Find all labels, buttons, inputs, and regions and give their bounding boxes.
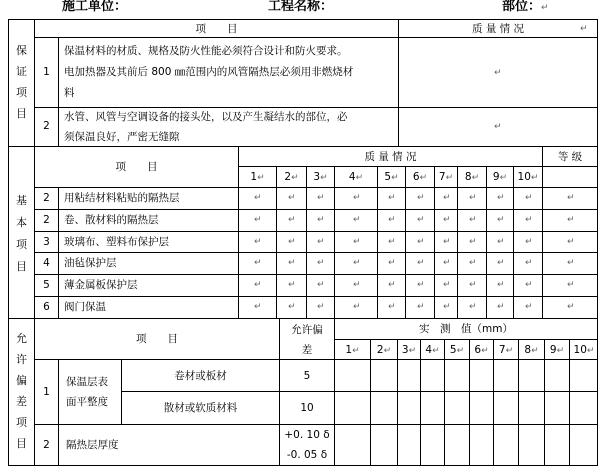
basic-column-header: 1↵ <box>250 171 265 183</box>
cell-mark: ↵ <box>497 215 505 225</box>
section-guarantee-label: 保 证 项 目 <box>16 44 27 120</box>
section-deviation-label: 允 许 偏 差 项 目 <box>16 332 27 450</box>
basic-column-header: 7↵ <box>438 171 454 183</box>
guarantee-row-text: 水管、风管与空调设备的接头处，以及产生凝结水的部位，必 须保温良好，严密无缝隙 <box>64 111 348 143</box>
cell-mark: ↵ <box>432 346 440 356</box>
basic-row-name: 用粘结材料粘贴的隔热层 <box>64 192 180 204</box>
deviation-column-header: 5↵ <box>449 344 465 356</box>
cell-mark: ↵ <box>320 173 328 183</box>
cell-mark: ↵ <box>469 258 477 268</box>
header-part-label: 部位：↵ <box>502 0 549 14</box>
basic-column-header: 8↵ <box>464 171 480 183</box>
cell-mark: ↵ <box>417 280 425 290</box>
basic-item-header: 项 目 <box>115 161 158 173</box>
cell-mark: ↵ <box>317 237 325 247</box>
cell-mark: ↵ <box>494 122 502 132</box>
cell-mark: ↵ <box>388 302 396 312</box>
basic-row-no: 4 <box>43 257 50 269</box>
cell-mark: ↵ <box>567 237 575 247</box>
cell-mark: ↵ <box>586 346 595 356</box>
cell-mark: ↵ <box>288 280 296 290</box>
cell-mark: ↵ <box>254 302 262 312</box>
cell-mark: ↵ <box>317 302 325 312</box>
cell-mark: ↵ <box>288 302 296 312</box>
cell-mark: ↵ <box>317 193 325 203</box>
cell-mark: ↵ <box>288 193 296 203</box>
cell-mark: ↵ <box>417 237 425 247</box>
cell-mark: ↵ <box>353 237 361 247</box>
cell-mark: ↵ <box>443 258 451 268</box>
basic-column-header: 3↵ <box>313 171 328 183</box>
cell-mark: ↵ <box>567 258 575 268</box>
deviation-subrow-name: 散材或软质材料 <box>163 402 238 414</box>
cell-mark: ↵ <box>417 215 425 225</box>
deviation-column-header: 3↵ <box>401 344 417 356</box>
cell-mark: ↵ <box>317 280 325 290</box>
cell-mark: ↵ <box>443 193 451 203</box>
cell-mark: ↵ <box>505 346 514 356</box>
cell-mark: ↵ <box>353 193 361 203</box>
guarantee-row-no: 1 <box>43 66 50 78</box>
cell-mark: ↵ <box>525 280 533 290</box>
cell-mark: ↵ <box>481 346 489 356</box>
cell-mark: ↵ <box>352 346 360 356</box>
basic-row-no: 3 <box>43 236 50 248</box>
basic-grade-header: 等 级 <box>557 151 583 163</box>
cell-mark: ↵ <box>317 258 325 268</box>
guarantee-item-header: 项 目 <box>195 23 238 35</box>
cell-mark: ↵ <box>469 237 477 247</box>
cell-mark: ↵ <box>254 215 262 225</box>
basic-row-no: 6 <box>43 301 50 313</box>
cell-mark: ↵ <box>417 258 425 268</box>
cell-mark: ↵ <box>443 302 451 312</box>
header-unit-label: 施工单位： <box>62 0 128 14</box>
deviation-row-name: 保温层表 面平整度 <box>66 376 108 408</box>
cell-mark: ↵ <box>317 215 325 225</box>
cell-mark: ↵ <box>456 346 465 356</box>
basic-column-header: 6↵ <box>412 171 428 183</box>
deviation-row-name: 隔热层厚度 <box>66 439 119 451</box>
deviation-column-header: 9↵ <box>549 344 565 356</box>
basic-row-name: 阀门保温 <box>64 301 106 313</box>
basic-column-header: 5↵ <box>384 171 399 183</box>
cell-mark: ↵ <box>525 215 533 225</box>
cell-mark: ↵ <box>525 258 533 268</box>
deviation-column-header: 6↵ <box>474 344 489 356</box>
cell-mark: ↵ <box>388 237 396 247</box>
basic-row-no: 2 <box>43 192 50 204</box>
cell-mark: ↵ <box>417 193 425 203</box>
cell-mark: ↵ <box>408 346 417 356</box>
cell-mark: ↵ <box>531 346 539 356</box>
deviation-subrow-tolerance: 5 <box>303 370 311 382</box>
deviation-column-header: 8↵ <box>524 344 539 356</box>
deviation-measured-header: 实 测 值（mm） <box>419 323 513 335</box>
cell-mark: ↵ <box>355 173 364 183</box>
cell-mark: ↵ <box>419 173 428 183</box>
cell-mark: ↵ <box>469 215 477 225</box>
cell-mark: ↵ <box>567 193 575 203</box>
basic-row-no: 2 <box>43 214 50 226</box>
deviation-item-header: 项 目 <box>136 333 178 345</box>
cell-mark: ↵ <box>353 215 361 225</box>
basic-row-name: 卷、散材料的隔热层 <box>64 214 159 226</box>
cell-mark: ↵ <box>288 215 296 225</box>
deviation-column-header: 2↵ <box>376 344 392 356</box>
cell-mark: ↵ <box>443 237 451 247</box>
deviation-row-no: 1 <box>43 386 50 398</box>
cell-mark: ↵ <box>525 237 533 247</box>
basic-column-header: 2↵ <box>284 171 299 183</box>
basic-row-name: 玻璃布、塑料布保护层 <box>64 236 169 248</box>
cell-mark: ↵ <box>580 24 588 34</box>
cell-mark: ↵ <box>497 258 505 268</box>
guarantee-row-text: 保温材料的材质、规格及防火性能必须符合设计和防火要求。 电加热器及其前后 800 ㎜范围内的风管隔热层必须用非燃烧材 料 <box>64 45 354 99</box>
deviation-row-no: 2 <box>43 439 50 451</box>
cell-mark: ↵ <box>353 302 361 312</box>
cell-mark: ↵ <box>497 302 505 312</box>
cell-mark: ↵ <box>499 173 508 183</box>
cell-mark: ↵ <box>443 215 451 225</box>
basic-row-name: 油毡保护层 <box>64 257 117 269</box>
cell-mark: ↵ <box>257 173 265 183</box>
cell-mark: ↵ <box>383 346 392 356</box>
cell-mark: ↵ <box>445 173 454 183</box>
deviation-subrow-name: 卷材或板材 <box>174 370 227 382</box>
cell-mark: ↵ <box>254 280 262 290</box>
deviation-thickness-tolerance: +0. 10 δ -0. 05 δ <box>284 429 330 461</box>
cell-mark: ↵ <box>494 68 502 78</box>
cell-mark: ↵ <box>497 193 505 203</box>
cell-mark: ↵ <box>391 173 399 183</box>
cell-mark: ↵ <box>497 237 505 247</box>
deviation-column-header: 7↵ <box>498 344 514 356</box>
cell-mark: ↵ <box>567 280 575 290</box>
cell-mark: ↵ <box>353 258 361 268</box>
cell-mark: ↵ <box>556 346 565 356</box>
cell-mark: ↵ <box>417 302 425 312</box>
cell-mark: ↵ <box>567 215 575 225</box>
section-basic-label: 基 本 项 目 <box>16 194 27 273</box>
cell-mark: ↵ <box>288 237 296 247</box>
guarantee-row-no: 2 <box>43 120 50 132</box>
deviation-subrow-tolerance: 10 <box>300 402 314 414</box>
cell-mark: ↵ <box>254 237 262 247</box>
header-project-label: 工程名称： <box>268 0 334 14</box>
cell-mark: ↵ <box>291 173 299 183</box>
basic-column-header: 10↵ <box>517 171 539 183</box>
cell-mark: ↵ <box>353 280 361 290</box>
basic-row-name: 薄金属板保护层 <box>64 279 138 291</box>
deviation-column-header: 10↵ <box>573 344 595 356</box>
deviation-tolerance-header: 允许偏 差 <box>291 324 323 356</box>
cell-mark: ↵ <box>530 173 539 183</box>
cell-mark: ↵ <box>525 302 533 312</box>
cell-mark: ↵ <box>497 280 505 290</box>
cell-mark: ↵ <box>254 193 262 203</box>
cell-mark: ↵ <box>388 280 396 290</box>
deviation-column-header: 1↵ <box>345 344 360 356</box>
cell-mark: ↵ <box>388 193 396 203</box>
basic-row-no: 5 <box>43 279 50 291</box>
cell-mark: ↵ <box>469 193 477 203</box>
cell-mark: ↵ <box>469 280 477 290</box>
cell-mark: ↵ <box>469 302 477 312</box>
cell-mark: ↵ <box>388 215 396 225</box>
cell-mark: ↵ <box>567 302 575 312</box>
deviation-column-header: 4↵ <box>425 344 440 356</box>
basic-column-header: 4↵ <box>348 171 364 183</box>
cell-mark: ↵ <box>471 173 480 183</box>
cell-mark: ↵ <box>525 193 533 203</box>
basic-column-header: 9↵ <box>492 171 508 183</box>
cell-mark: ↵ <box>443 280 451 290</box>
guarantee-quality-header: 质 量 情 况 <box>471 23 524 35</box>
cell-mark: ↵ <box>288 258 296 268</box>
basic-quality-header: 质 量 情 况 <box>364 151 417 163</box>
cell-mark: ↵ <box>254 258 262 268</box>
cell-mark: ↵ <box>388 258 396 268</box>
